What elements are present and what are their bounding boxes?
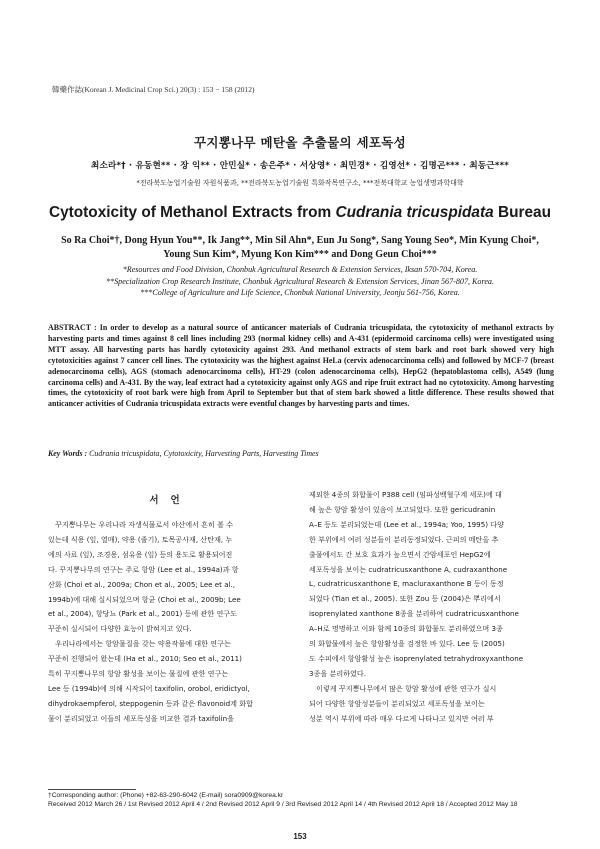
journal-citation: 韓藥作誌(Korean J. Medicinal Crop Sci.) 20(3) : 153 − 158 (2012) bbox=[52, 85, 255, 94]
body-column-right bbox=[309, 488, 554, 727]
affiliation-2: **Specialization Crop Research Institute, Chonbuk Agricultural Research & Extension Services, Jinan 567-807, Korea. bbox=[106, 276, 494, 286]
body-text-line: 세포독성을 보이는 cudratricusxanthone A, cudraxanthone bbox=[309, 564, 508, 574]
body-text-line: 특히 꾸지뽕나무의 항암 활성을 보이는 물질에 관한 연구는 bbox=[48, 669, 229, 679]
body-text-line: A–H로 명명하고 이와 함께 10종의 화합물도 분리하였으며 3종 bbox=[309, 624, 503, 634]
body-text-line: 물이 분리되었고 이들의 세포독성을 비교한 결과 taxifolin을 bbox=[48, 713, 235, 723]
body-text-line: 의 화합물에서 높은 항암활성을 검정한 바 있다. Lee 등 (2005) bbox=[309, 639, 505, 649]
body-text-line: 꾸준히 실시되어 다양한 효능이 밝혀지고 있다. bbox=[48, 624, 192, 634]
keywords-text: Cudrania tricuspidata, Cytotoxicity, Harvesting Parts, Harvesting Times bbox=[89, 449, 319, 458]
body-text-line: 도 수피에서 항암활성 높은 isoprenylated tetrahydroxyxanthone bbox=[309, 653, 524, 663]
section-heading-introduction: 서언 bbox=[149, 495, 192, 506]
body-text-line: 에의 사료 (잎), 조경용, 섬유용 (잎) 등의 용도로 활용되어진 bbox=[48, 549, 233, 559]
abstract-text: In order to develop as a natural source of anticancer materials of Cudrania tricuspidata, the cytotoxicity of methanol extracts by harvesting parts and times against 8 cell lines including 293 (normal kidney cells) and A-431 (epidermoid carcinoma cells) were investigated using MTT assay. All harvesting parts has hardly cytotoxicity against 293. And methanol extracts of stem bark and root bark showed very high cytotoxicities against 7 cancer cell lines. The cytotoxicity was the highest against HeLa (cervix adenocarcinoma cells) and followed by MCF-7 (breast adenocarcinoma cells), AGS (stomach adenocarcinoma cells), HT-29 (colon adenocarcinoma cells), HepG2 (hepatoblastoma cells), A549 (lung carcinoma cells) and A-431. By the way, leaf extract had a cytotoxicity against only AGS and ripe fruit extract had no cytotoxicity. Among harvesting times, the cytotoxicity of root bark were high from April to September but that of stem bark showed a little difference. These results showed that anticancer activities of Cudrania tricuspidata extracts were eventful changes by harvesting parts and times. bbox=[48, 323, 555, 409]
footnote bbox=[48, 792, 554, 810]
body-text-line: A–E 등도 분리되었는데 (Lee et al., 1994a; Yoo, 1995) 다양 bbox=[309, 519, 504, 529]
footnote-corresponding-author: †Corresponding author: (Phone) +82-63-290-6042 (E-mail) sora0909@korea.kr bbox=[48, 792, 284, 799]
korean-authors: 최소라*† · 유동현** · 장 익** · 안민실* · 송은주* · 서상영* · 최민경* · 김영선* · 김명곤*** · 최동근*** bbox=[91, 161, 509, 171]
body-text-line: 산화 (Choi et al., 2009a; Chon et al., 2005; Lee et al., bbox=[48, 579, 236, 589]
body-text-line: L, cudratricusxanthone E, macluraxanthone B 등이 동정 bbox=[309, 579, 504, 589]
body-text-line: 있는데 식용 (잎, 열매), 약용 (줄기), 토목공사재, 산탄재, 누 bbox=[48, 534, 233, 544]
english-title bbox=[0, 204, 600, 222]
korean-title: 꾸지뽕나무 메탄올 추출물의 세포독성 bbox=[194, 135, 406, 150]
body-text-line: 1994b)에 대해 실시되었으며 항균 (Choi et al., 2009b; Lee bbox=[48, 594, 241, 604]
english-title-species: Cudrania tricuspidata bbox=[335, 204, 494, 221]
keywords bbox=[48, 449, 554, 458]
body-text-line: 해 높은 항암 활성이 있음이 보고되었다. 또한 gericudranin bbox=[309, 504, 496, 514]
body-text-line: 다. 꾸지뽕나무의 연구는 주로 항암 (Lee et al., 1994a)과 항 bbox=[48, 564, 239, 574]
body-text-line: 꾸준히 진행되어 왔는데 (Ha et al., 2010; Seo et al., 2011) bbox=[48, 654, 242, 664]
abstract-label: ABSTRACT : bbox=[48, 323, 100, 332]
page-number: 153 bbox=[293, 832, 307, 841]
body-text-line: 꾸지뽕나무는 우리나라 자생식물로서 야산에서 흔히 볼 수 bbox=[48, 520, 234, 529]
keywords-label: Key Words : bbox=[48, 449, 90, 458]
english-authors bbox=[46, 234, 554, 262]
english-authors-line-2: Young Sun Kim*, Myung Kon Kim*** and Dong Geun Choi*** bbox=[163, 249, 437, 260]
affiliation-1: *Resources and Food Division, Chonbuk Agricultural Research & Extension Services, Iksan 570-704, Korea. bbox=[122, 265, 478, 274]
body-text-line: dihydrokaempferol, steppogenin 등과 같은 flavonoid계 화합 bbox=[48, 698, 253, 708]
english-affiliations bbox=[30, 264, 570, 299]
body-text-line: 3종을 분리하였다. bbox=[309, 668, 366, 678]
english-title-prefix: Cytotoxicity of Methanol Extracts from bbox=[48, 204, 336, 221]
body-text-line: 한 부위에서 여러 성분들이 분리동정되었다. 근피의 메탄올 추 bbox=[309, 534, 499, 544]
body-column-left bbox=[48, 518, 293, 727]
body-text-line: 되었다 (Tian et al., 2005). 또한 Zou 등 (2004)은 뿌리에서 bbox=[309, 594, 501, 604]
english-authors-line-1: So Ra Choi*†, Dong Hyun You**, Ik Jang**, Min Sil Ahn*, Eun Ju Song*, Sang Young Seo*, Min Kyung Choi*, bbox=[61, 235, 539, 246]
body-text-line: 성분 역시 부위에 따라 매우 다르게 나타나고 있지만 여러 부 bbox=[309, 713, 494, 723]
body-text-line: 제외한 4종의 화합물이 P388 cell (임파성백혈구계 세포)에 대 bbox=[309, 490, 502, 499]
body-text-line: 되어 다양한 항암성분들이 분리되었고 세포독성을 보이는 bbox=[309, 698, 485, 708]
body-text-line: isoprenylated xanthone 8종을 분리하여 cudratricusxanthone bbox=[309, 609, 519, 619]
body-text-line: Lee 등 (1994b)에 의해 시작되어 taxifolin, orobol, eridictyol, bbox=[48, 683, 250, 693]
abstract bbox=[48, 323, 554, 410]
body-text-line: et al., 2004), 항당뇨 (Park et al., 2001) 등에 관한 연구도 bbox=[48, 609, 238, 619]
english-title-suffix: Bureau bbox=[493, 204, 551, 221]
body-text-line: 출물에서도 간 보호 효과가 높으면서 간암세포인 HepG2에 bbox=[309, 549, 491, 559]
footnote-received-dates: Received 2012 March 26 / 1st Revised 2012 April 4 / 2nd Revised 2012 April 9 / 3rd Revised 2012 April 14 / 4th Revised 2012 April 18 / Accepted 2012 May 18 bbox=[48, 800, 518, 808]
footnote-divider bbox=[48, 789, 136, 790]
body-text-line: 우리나라에서는 항암물질을 갖는 약용작물에 대한 연구는 bbox=[48, 639, 231, 649]
body-text-line: 이렇게 꾸지뽕나무에서 많은 항암 활성에 관한 연구가 실시 bbox=[309, 683, 497, 693]
korean-affiliations: *전라북도농업기술원 자원식품과, **전라북도농업기술원 특화작목연구소, ***전북대학교 농업생명과학대학 bbox=[136, 179, 464, 187]
affiliation-3: ***College of Agriculture and Life Science, Chonbuk National University, Jeonju 561-756, Korea. bbox=[140, 288, 460, 297]
